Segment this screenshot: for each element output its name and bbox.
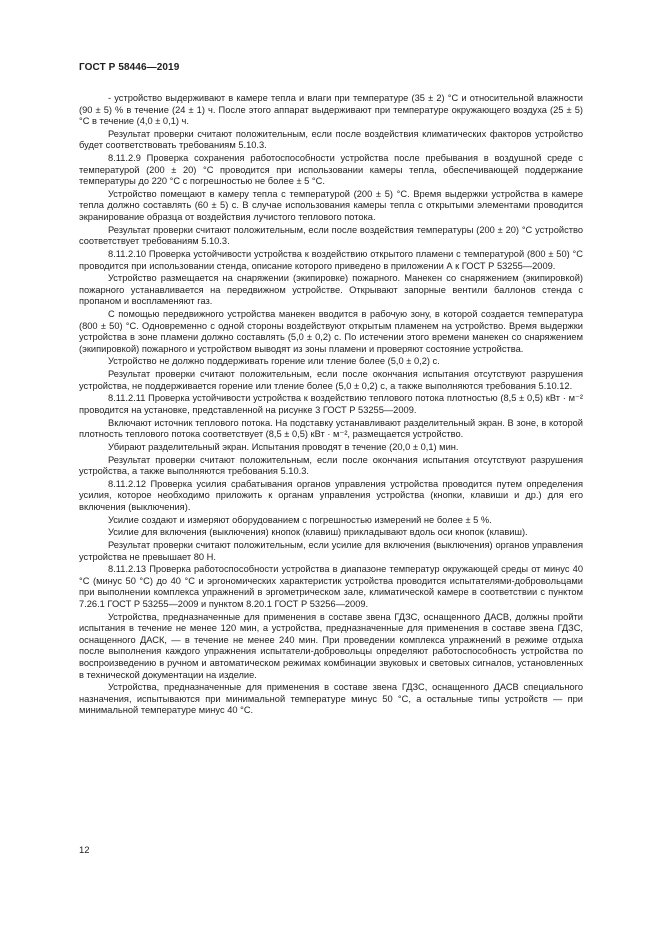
paragraph: - устройство выдерживают в камере тепла и влаги при температуре (35 ± 2) °C и относительной влажности (90 ± 5) % в течение (24 ± 1) ч. После этого аппарат выдерживают при температуре окружающего воздуха (25 ± 5) °C в течение (4,0 ± 0,1) ч. <box>79 93 583 127</box>
paragraph: Усилие для включения (выключения) кнопок (клавиш) прикладывают вдоль оси кнопок (клавиш). <box>108 527 528 538</box>
paragraph: 8.11.2.12 Проверка усилия срабатывания органов управления устройства проводится путем определения усилия, которое необходимо приложить к органам управления устройства (кнопки, клавиши и др.) для его включения (выключения). <box>79 478 583 512</box>
document-body <box>79 93 583 718</box>
paragraph: 8.11.2.13 Проверка работоспособности устройства в диапазоне температур окружающей среды от минус 40 °C (минус 50 °C) до 40 °C и эргономических характеристик устройства проводится испытателями-добровольцами при выполнении комплекса упражнений в эргометрическом зале, климатической камере в соответствии с пунктом 7.26.1 ГОСТ Р 53255—2009 и пунктом 8.20.1 ГОСТ Р 53256—2009. <box>79 564 583 609</box>
paragraph: Убирают разделительный экран. Испытания проводят в течение (20,0 ± 0,1) мин. <box>108 441 459 452</box>
paragraph: С помощью передвижного устройства манекен вводится в рабочую зону, в которой создается температура (800 ± 50) °C. Одновременно с одной стороны воздействуют открытым пламенем на устройство. Время выдержки устройства в зоне пламени должно составлять (5,0 ± 0,2) с. По истечении этого времени манекен со снаряжением (экипировкой) пожарного и устройством выводят из зоны пламени и проверяют состояние устройства. <box>79 309 583 354</box>
paragraph: Результат проверки считают положительным, если после окончания испытания отсутствуют разрушения устройства, а также выполняются требования 5.10.3. <box>79 454 583 477</box>
paragraph: 8.11.2.9 Проверка сохранения работоспособности устройства после пребывания в воздушной среде с температурой (200 ± 20) °C проводится при использовании камеры тепла, обеспечивающей поддержание температуры до 220 °C с погрешностью не более ± 5 °C. <box>79 153 583 187</box>
paragraph: Результат проверки считают положительным, если усилие для включения (выключения) органов управления устройства не превышает 80 Н. <box>79 539 583 562</box>
paragraph: 8.11.2.10 Проверка устойчивости устройства к воздействию открытого пламени с температурой (800 ± 50) °C проводится при использовании стенда, описание которого приведено в приложении А к ГОСТ Р 53255—2009. <box>79 248 583 271</box>
page-number: 12 <box>79 845 90 856</box>
paragraph: Результат проверки считают положительным, если после воздействия климатических факторов устройство будет соответствовать требованиям 5.10.3. <box>79 128 583 151</box>
paragraph: Устройство помещают в камеру тепла с температурой (200 ± 5) °C. Время выдержки устройства в камере тепла должно составлять (60 ± 5) с. В случае использования камеры тепла с открытыми элементами проводится экранирование образца от воздействия лучистого теплового потока. <box>79 188 583 223</box>
paragraph: Включают источник теплового потока. На подставку устанавливают разделительный экран. В зоне, в которой плотность теплового потока соответствует (8,5 ± 0,5) кВт · м⁻², размещается устройство. <box>79 417 583 440</box>
paragraph: Результат проверки считают положительным, если после окончания испытания отсутствуют разрушения устройства, не поддерживается горение или тление более (5,0 ± 0,2) с, а также выполняются требования 5.10.12. <box>79 369 583 391</box>
document-code-header: ГОСТ Р 58446—2019 <box>79 62 180 73</box>
paragraph: Устройства, предназначенные для применения в составе звена ГДЗС, оснащенного ДАСВ специального назначения, испытываются при минимальной температуре минус 50 °C, а остальные типы устройств — при минимальной температуре минус 40 °C. <box>79 682 583 716</box>
paragraph: Устройство не должно поддерживать горение или тление более (5,0 ± 0,2) с. <box>108 356 440 367</box>
paragraph: Усилие создают и измеряют оборудованием с погрешностью измерений не более ± 5 %. <box>108 514 492 525</box>
paragraph: Результат проверки считают положительным, если после воздействия температуры (200 ± 20) °C устройство соответствует требованиям 5.10.3. <box>79 224 583 247</box>
paragraph: Устройство размещается на снаряжении (экипировке) пожарного. Манекен со снаряжением (экипировкой) пожарного устанавливается на передвижном устройстве. Открывают запорные вентили баллонов стенда с пропаном и воспламеняют газ. <box>79 273 583 307</box>
paragraph: 8.11.2.11 Проверка устойчивости устройства к воздействию теплового потока плотностью (8,5 ± 0,5) кВт · м⁻² проводится на установке, представленной на рисунке 3 ГОСТ Р 53255—2009. <box>79 393 583 415</box>
paragraph: Устройства, предназначенные для применения в составе звена ГДЗС, оснащенного ДАСВ, должны пройти испытания в течение не менее 120 мин, а устройства, предназначенные для применения в составе звена ГДЗС, оснащенного ДАСК, — в течение не менее 240 мин. При проведении комплекса упражнений в режиме отдыха после выполнения каждого упражнения испытатели-добровольцы определяют работоспособность устройства по воспроизведению в ручном и автоматическом режимах комбинации звуковых и световых сигналов, установленных в технической документации на изделие. <box>79 611 583 680</box>
